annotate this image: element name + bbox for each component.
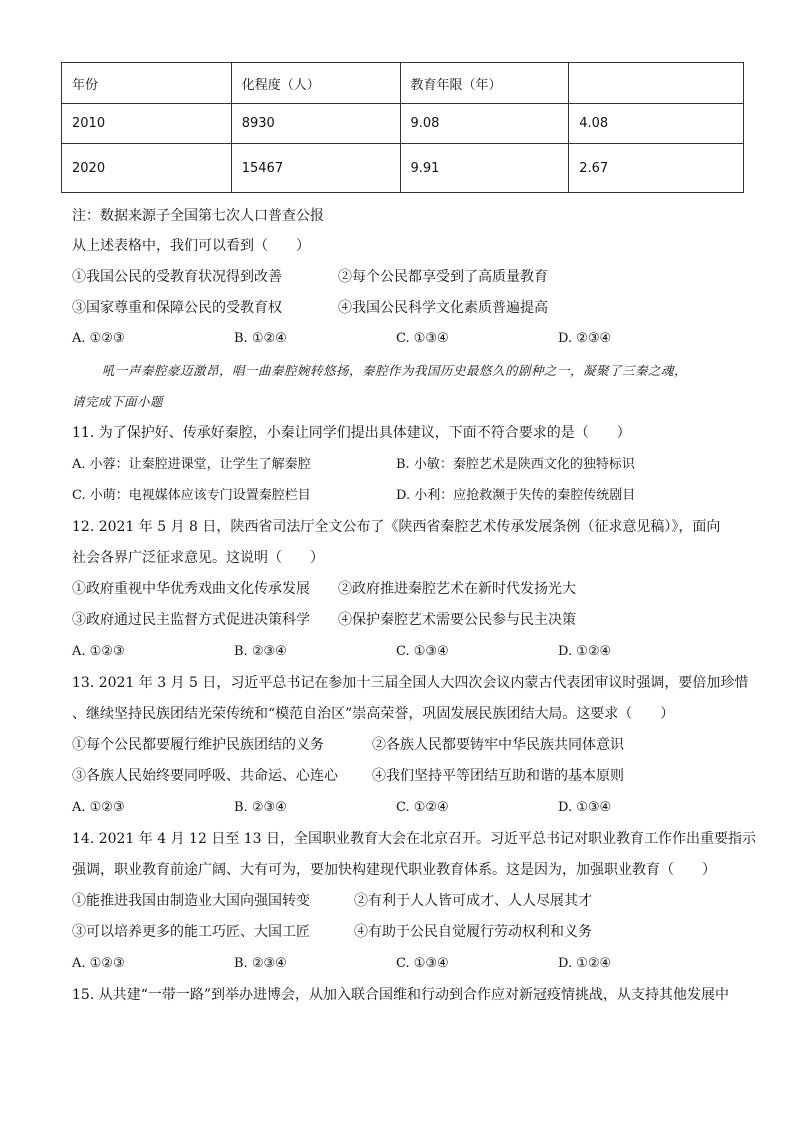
statement-item: ①每个公民都要履行维护民族团结的义务 xyxy=(72,737,324,753)
answer-option[interactable]: A. ①②③ xyxy=(72,956,125,971)
q11-stem: 11. 为了保护好、传承好秦腔，小秦让同学们提出具体建议，下面不符合要求的是（ ） xyxy=(72,425,631,441)
census-table xyxy=(61,62,744,193)
q13-stem-line2: 、继续坚持民族团结光荣传统和“模范自治区”崇高荣誉，巩固发展民族团结大局。这要求（ ） xyxy=(72,706,675,722)
statement-item: ④我国公民科学文化素质普遍提高 xyxy=(338,300,548,316)
answer-option[interactable]: A. ①②③ xyxy=(72,644,125,659)
source-note: 注：数据来源子全国第七次人口普查公报 xyxy=(72,208,324,224)
table-cell: 2.67 xyxy=(569,144,744,193)
answer-option[interactable]: D. 小利：应抢救濒于失传的秦腔传统剧目 xyxy=(396,488,636,503)
statement-item: ②各族人民都要铸牢中华民族共同体意识 xyxy=(372,737,624,753)
q12-stem-line1: 12. 2021 年 5 月 8 日，陕西省司法厅全文公布了《陕西省秦腔艺术传承发展条例（征求意见稿）》，面向 xyxy=(72,519,721,535)
answer-option[interactable]: B. ②③④ xyxy=(234,800,287,815)
table-cell: 9.91 xyxy=(400,144,569,193)
answer-option[interactable]: A. 小蓉：让秦腔进课堂，让学生了解秦腔 xyxy=(72,457,311,472)
table-header-cell: 年份 xyxy=(62,63,232,104)
table-header-row xyxy=(62,63,744,104)
q10-stem: 从上述表格中，我们可以看到（ ） xyxy=(72,238,310,254)
statement-item: ①政府重视中华优秀戏曲文化传承发展 xyxy=(72,581,310,597)
answer-option[interactable]: D. ①②④ xyxy=(558,644,612,659)
q15-stem-line1: 15. 从共建“一带一路”到举办进博会，从加入联合国维和行动到合作应对新冠疫情挑战，从支持其他发展中 xyxy=(72,987,730,1003)
answer-option[interactable]: A. ①②③ xyxy=(72,331,125,346)
answer-option[interactable]: B. ②③④ xyxy=(234,644,287,659)
statement-item: ③可以培养更多的能工巧匠、大国工匠 xyxy=(72,924,310,940)
answer-option[interactable]: D. ②③④ xyxy=(558,331,612,346)
answer-option[interactable]: C. ①③④ xyxy=(396,644,449,659)
table-row xyxy=(62,144,744,193)
statement-item: ④有助于公民自觉履行劳动权利和义务 xyxy=(354,924,592,940)
answer-option[interactable]: C. ①②④ xyxy=(396,800,449,815)
q13-stem-line1: 13. 2021 年 3 月 5 日，习近平总书记在参加十三届全国人大四次会议内蒙古代表团审议时强调，要倍加珍惜 xyxy=(72,675,749,691)
answer-option[interactable]: D. ①③④ xyxy=(558,800,612,815)
answer-option[interactable]: B. ①②④ xyxy=(234,331,287,346)
statement-item: ①能推进我国由制造业大国向强国转变 xyxy=(72,893,310,909)
statement-item: ②每个公民都享受到了高质量教育 xyxy=(338,269,548,285)
q12-stem-line2: 社会各界广泛征求意见。这说明（ ） xyxy=(72,550,324,566)
table-cell: 4.08 xyxy=(569,104,744,144)
table-cell: 2020 xyxy=(62,144,232,193)
table-header-cell: 教育年限（年） xyxy=(400,63,569,104)
answer-option[interactable]: B. 小敏：秦腔艺术是陕西文化的独特标识 xyxy=(396,457,635,472)
statement-item: ④保护秦腔艺术需要公民参与民主决策 xyxy=(338,612,576,628)
statement-item: ②政府推进秦腔艺术在新时代发扬光大 xyxy=(338,581,576,597)
reading-intro-line1: 吼一声秦腔豪迈激昂，唱一曲秦腔婉转悠扬，秦腔作为我国历史最悠久的剧种之一，凝聚了三秦之魂， xyxy=(102,363,688,378)
answer-option[interactable]: D. ①②④ xyxy=(558,956,612,971)
table-cell: 2010 xyxy=(62,104,232,144)
q14-stem-line2: 强调，职业教育前途广阔、大有可为，要加快构建现代职业教育体系。这是因为，加强职业教育（ ） xyxy=(72,862,716,878)
table-cell: 9.08 xyxy=(400,104,569,144)
q14-stem-line1: 14. 2021 年 4 月 12 日至 13 日，全国职业教育大会在北京召开。习近平总书记对职业教育工作作出重要指示 xyxy=(72,831,757,847)
statement-item: ③国家尊重和保障公民的受教育权 xyxy=(72,300,282,316)
table-row xyxy=(62,104,744,144)
statement-item: ②有利于人人皆可成才、人人尽展其才 xyxy=(354,893,592,909)
statement-item: ①我国公民的受教育状况得到改善 xyxy=(72,269,282,285)
reading-intro-line2: 请完成下面小题 xyxy=(72,394,164,409)
table-cell: 15467 xyxy=(231,144,400,193)
statement-item: ③政府通过民主监督方式促进决策科学 xyxy=(72,612,310,628)
answer-option[interactable]: B. ②③④ xyxy=(234,956,287,971)
table-cell: 8930 xyxy=(231,104,400,144)
answer-option[interactable]: C. ①③④ xyxy=(396,331,449,346)
table-header-cell xyxy=(569,63,744,104)
answer-option[interactable]: C. 小萌：电视媒体应该专门设置秦腔栏目 xyxy=(72,488,311,503)
answer-option[interactable]: A. ①②③ xyxy=(72,800,125,815)
statement-item: ④我们坚持平等团结互助和谐的基本原则 xyxy=(372,768,624,784)
statement-item: ③各族人民始终要同呼吸、共命运、心连心 xyxy=(72,768,338,784)
table-header-cell: 化程度（人） xyxy=(231,63,400,104)
answer-option[interactable]: C. ①③④ xyxy=(396,956,449,971)
